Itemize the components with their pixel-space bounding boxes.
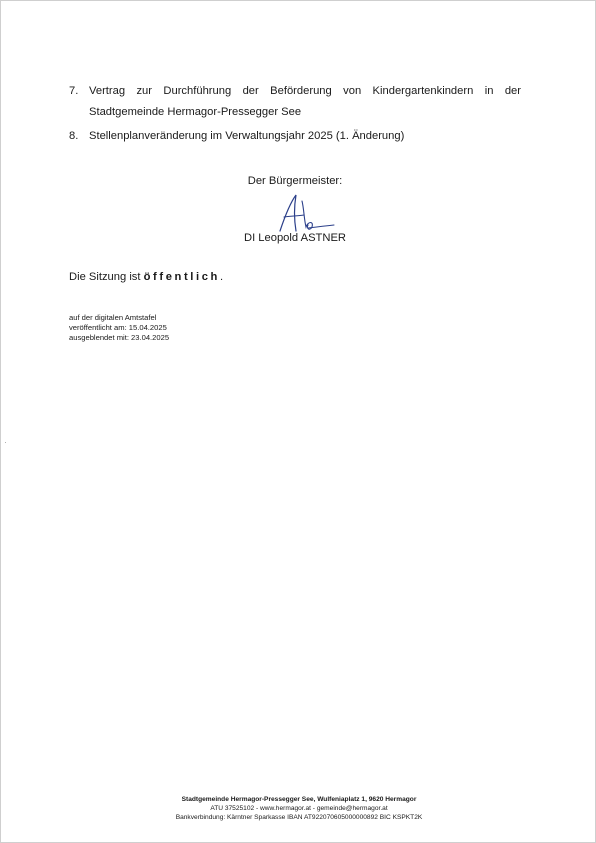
session-status [69, 269, 223, 285]
footer-bank: Bankverbindung: Kärntner Sparkasse IBAN AT922070605000000892 BIC KSPKT2K [175, 814, 423, 821]
session-prefix: Die Sitzung ist [69, 271, 141, 283]
handwritten-signature [250, 191, 340, 235]
agenda-item-8 [69, 126, 521, 147]
agenda-item-text: Stellenplanveränderung im Verwaltungsjahr 2025 (1. Änderung) [89, 130, 405, 142]
session-suffix: . [219, 271, 224, 283]
notice-published-date: veröffentlicht am: 15.04.2025 [69, 323, 167, 332]
agenda-item-text: Vertrag zur Durchführung der Beförderung von Kindergartenkindern in der Stadtgemeinde Hermagor-Pressegger See [89, 85, 521, 118]
signatory-title: Der Bürgermeister: [247, 175, 343, 187]
footer-organization: Stadtgemeinde Hermagor-Pressegger See, Wulfeniaplatz 1, 9620 Hermagor [181, 796, 417, 803]
notice-line: auf der digitalen Amtstafel [69, 313, 157, 322]
agenda-item-7 [69, 81, 521, 123]
signatory-name: DI Leopold ASTNER [244, 232, 346, 244]
agenda-item-number: 7. [69, 85, 79, 97]
signature-block [211, 173, 379, 245]
notice-hidden-date: ausgeblendet mit: 23.04.2025 [69, 333, 170, 342]
agenda-list [69, 81, 521, 150]
scan-speck [5, 442, 6, 443]
footer-contact: ATU 37525102 - www.hermagor.at - gemeinde@hermagor.at [210, 805, 388, 812]
page-footer [1, 795, 596, 822]
session-public-label: öffentlich [143, 271, 220, 283]
agenda-item-number: 8. [69, 130, 79, 142]
publication-notice [69, 313, 169, 343]
